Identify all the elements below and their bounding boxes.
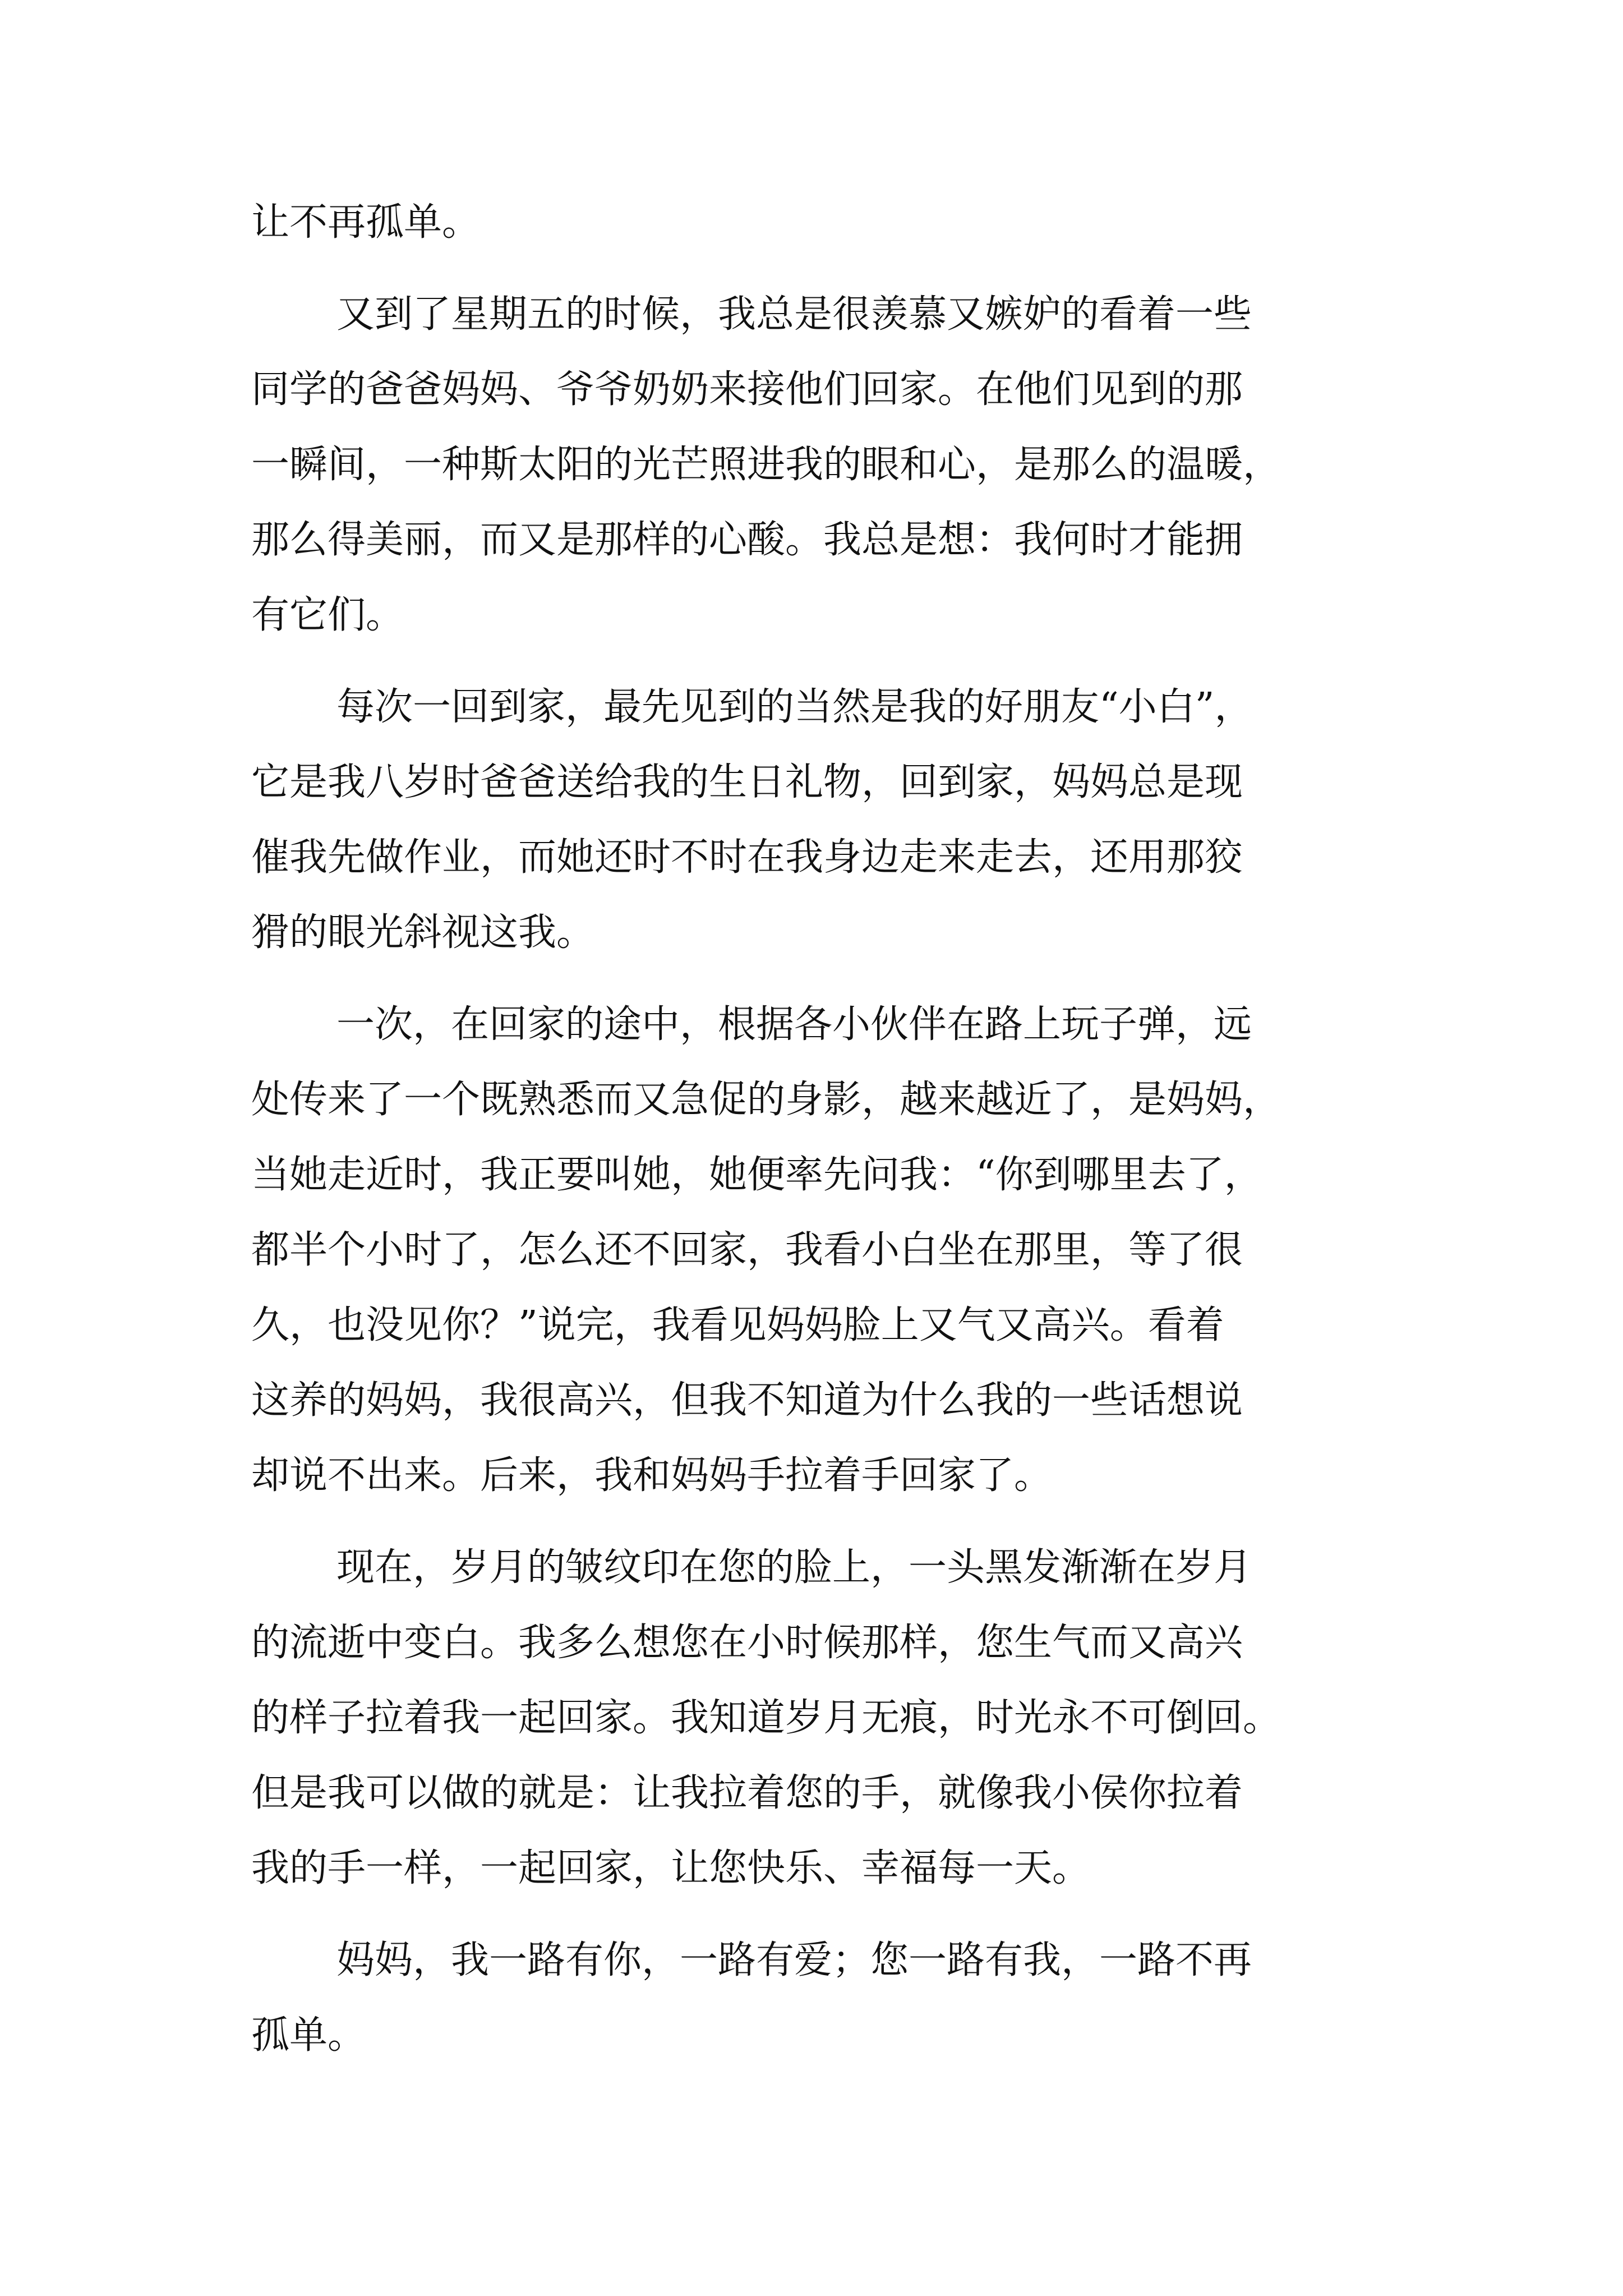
paragraph-line: 催我先做作业，而她还时不时在我身边走来走去，还用那狡 (251, 835, 1243, 880)
paragraph-line: 猾的眼光斜视这我。 (251, 910, 595, 955)
paragraph-line: 孤单。 (251, 2013, 366, 2058)
paragraph-line: 却说不出来。后来，我和妈妈手拉着手回家了。 (251, 1453, 1053, 1498)
paragraph-line: 处传来了一个既熟悉而又急促的身影，越来越近了，是妈妈， (251, 1078, 1281, 1122)
paragraph-first-line: 每次一回到家，最先见到的当然是我的好朋友“小白”， (336, 685, 1253, 729)
paragraph-first-line: 现在，岁月的皱纹印在您的脸上，一头黑发渐渐在岁月 (336, 1545, 1252, 1590)
paragraph-line: 我的手一样，一起回家，让您快乐、幸福每一天。 (251, 1846, 1091, 1890)
paragraph-line: 都半个小时了，怎么还不回家，我看小白坐在那里，等了很 (251, 1228, 1243, 1272)
paragraph-line: 久，也没见你？”说完，我看见妈妈脸上又气又高兴。看着 (251, 1303, 1224, 1347)
paragraph-line: 但是我可以做的就是：让我拉着您的手，就像我小侯你拉着 (251, 1771, 1243, 1815)
paragraph-first-line: 妈妈，我一路有你，一路有爱；您一路有我，一路不再 (336, 1938, 1252, 1982)
paragraph-line: 的流逝中变白。我多么想您在小时候那样，您生气而又高兴 (251, 1621, 1243, 1665)
paragraph-line: 那么得美丽，而又是那样的心酸。我总是想：我何时才能拥 (251, 518, 1243, 562)
paragraph-line: 有它们。 (251, 593, 404, 637)
paragraph-line: 的样子拉着我一起回家。我知道岁月无痕，时光永不可倒回。 (251, 1696, 1281, 1740)
paragraph-first-line: 又到了星期五的时候，我总是很羡慕又嫉妒的看着一些 (336, 292, 1252, 337)
paragraph-line: 让不再孤单。 (251, 200, 481, 245)
paragraph-first-line: 一次，在回家的途中，根据各小伙伴在路上玩子弹，远 (336, 1002, 1252, 1047)
paragraph-line: 这养的妈妈，我很高兴，但我不知道为什么我的一些话想说 (251, 1378, 1243, 1423)
paragraph-line: 同学的爸爸妈妈、爷爷奶奶来接他们回家。在他们见到的那 (251, 367, 1243, 412)
paragraph-line: 一瞬间，一种斯太阳的光芒照进我的眼和心，是那么的温暖， (251, 443, 1281, 487)
paragraph-line: 它是我八岁时爸爸送给我的生日礼物，回到家，妈妈总是现 (251, 760, 1243, 804)
paragraph-line: 当她走近时，我正要叫她，她便率先问我：“你到哪里去了， (251, 1153, 1262, 1197)
